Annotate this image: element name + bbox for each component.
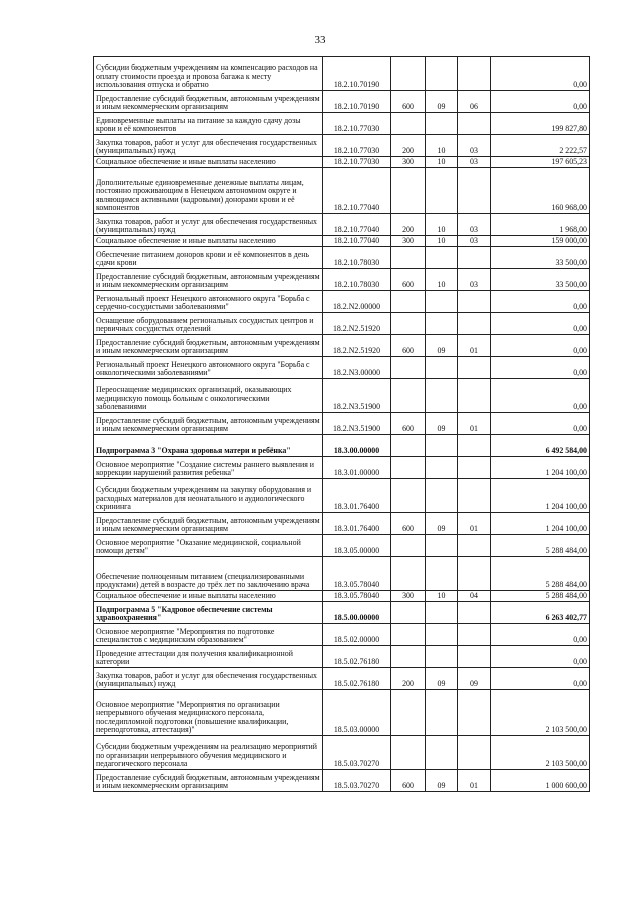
page-number: 33 [314,34,326,46]
row-amount: 159 000,00 [491,236,590,247]
table-row [94,113,590,135]
table-row [94,624,590,646]
row-expense-type [391,557,426,591]
row-expense-type: 600 [391,770,426,792]
row-section [426,690,458,736]
row-section: 10 [426,157,458,168]
row-target-article: 18.2.10.78030 [323,247,391,269]
row-subsection [458,435,491,457]
row-section [426,291,458,313]
table-row [94,591,590,602]
row-section: 10 [426,135,458,157]
row-section [426,602,458,624]
table-row [94,435,590,457]
row-target-article: 18.2.10.77040 [323,214,391,236]
row-expense-type [391,736,426,770]
row-expense-type: 300 [391,236,426,247]
row-section [426,646,458,668]
row-amount: 160 968,00 [491,168,590,214]
row-name: Предоставление субсидий бюджетным, автономным учреждениям и иным некоммерческим организациям [94,413,323,435]
row-name: Оснащение оборудованием региональных сосудистых центров и первичных сосудистых отделений [94,313,323,335]
table-row [94,557,590,591]
row-name: Региональный проект Ненецкого автономного округа "Борьба с сердечно-сосудистыми заболеваниями" [94,291,323,313]
row-subsection [458,535,491,557]
row-amount: 2 103 500,00 [491,736,590,770]
row-subsection [458,646,491,668]
budget-table [93,56,590,792]
row-name: Социальное обеспечение и иные выплаты населению [94,236,323,247]
row-name: Предоставление субсидий бюджетным, автономным учреждениям и иным некоммерческим организациям [94,269,323,291]
row-target-article: 18.5.03.00000 [323,690,391,736]
row-section [426,457,458,479]
row-expense-type [391,479,426,513]
row-amount: 197 605,23 [491,157,590,168]
row-subsection [458,57,491,91]
row-target-article: 18.2.N2.51920 [323,335,391,357]
row-section [426,168,458,214]
table-row [94,602,590,624]
row-section [426,479,458,513]
row-subsection: 03 [458,157,491,168]
row-target-article: 18.3.05.00000 [323,535,391,557]
row-name: Основное мероприятие "Оказание медицинской, социальной помощи детям" [94,535,323,557]
row-amount: 0,00 [491,413,590,435]
row-subsection [458,247,491,269]
row-expense-type: 300 [391,157,426,168]
row-target-article: 18.5.02.00000 [323,624,391,646]
row-section [426,557,458,591]
table-row [94,157,590,168]
row-amount: 0,00 [491,668,590,690]
row-target-article: 18.2.N3.51900 [323,413,391,435]
row-name: Основное мероприятие "Мероприятия по организации непрерывного обучения медицинского персонала, последипломной подготовки (повышение квалификации, переподготовка, аттестация)" [94,690,323,736]
table-row [94,135,590,157]
row-expense-type: 300 [391,591,426,602]
row-amount: 6 492 584,00 [491,435,590,457]
row-target-article: 18.5.02.76180 [323,646,391,668]
row-name: Предоставление субсидий бюджетным, автономным учреждениям и иным некоммерческим организациям [94,91,323,113]
row-section [426,624,458,646]
row-expense-type: 600 [391,91,426,113]
row-section: 09 [426,91,458,113]
row-section: 10 [426,269,458,291]
row-section: 10 [426,591,458,602]
row-subsection [458,624,491,646]
row-section [426,357,458,379]
row-amount: 1 204 100,00 [491,457,590,479]
row-section [426,57,458,91]
row-amount: 0,00 [491,313,590,335]
row-amount: 5 288 484,00 [491,535,590,557]
row-name: Субсидии бюджетным учреждениям на реализацию мероприятий по организации непрерывного обучения медицинского и педагогического персонала [94,736,323,770]
row-amount: 1 204 100,00 [491,479,590,513]
row-amount: 1 968,00 [491,214,590,236]
row-target-article: 18.2.N3.00000 [323,357,391,379]
row-subsection [458,457,491,479]
row-expense-type [391,291,426,313]
row-expense-type [391,690,426,736]
row-subsection [458,313,491,335]
row-target-article: 18.2.10.77040 [323,236,391,247]
row-expense-type [391,113,426,135]
table-row [94,379,590,413]
row-subsection: 09 [458,668,491,690]
row-name: Единовременные выплаты на питание за каждую сдачу дозы крови и её компонентов [94,113,323,135]
row-amount: 5 288 484,00 [491,591,590,602]
row-section [426,435,458,457]
table-row [94,736,590,770]
table-row [94,770,590,792]
table-row [94,313,590,335]
table-row [94,413,590,435]
row-subsection: 03 [458,135,491,157]
row-subsection: 04 [458,591,491,602]
row-expense-type [391,247,426,269]
row-target-article: 18.3.00.00000 [323,435,391,457]
row-expense-type: 200 [391,668,426,690]
row-name: Основное мероприятие "Мероприятия по подготовке специалистов с медицинским образованием" [94,624,323,646]
row-name: Основное мероприятие "Создание системы раннего выявления и коррекции нарушений развития ребенка" [94,457,323,479]
row-name: Закупка товаров, работ и услуг для обеспечения государственных (муниципальных) нужд [94,214,323,236]
row-amount: 0,00 [491,91,590,113]
row-section: 09 [426,335,458,357]
table-row [94,535,590,557]
table-row [94,236,590,247]
table-row [94,247,590,269]
budget-table-body [94,57,590,792]
row-section: 09 [426,770,458,792]
row-name: Закупка товаров, работ и услуг для обеспечения государственных (муниципальных) нужд [94,668,323,690]
row-target-article: 18.2.10.77030 [323,135,391,157]
row-target-article: 18.5.00.00000 [323,602,391,624]
row-name: Подпрограмма 5 "Кадровое обеспечение системы здравоохранения" [94,602,323,624]
row-section: 10 [426,236,458,247]
row-expense-type [391,379,426,413]
row-name: Проведение аттестации для получения квалификационной категории [94,646,323,668]
row-section: 09 [426,513,458,535]
table-row [94,457,590,479]
table-row [94,214,590,236]
row-name: Обеспечение полноценным питанием (специализированными продуктами) детей в возрасте до трёх лет по заключению врача [94,557,323,591]
row-amount: 1 000 600,00 [491,770,590,792]
row-target-article: 18.3.01.00000 [323,457,391,479]
row-amount: 0,00 [491,624,590,646]
table-row [94,479,590,513]
row-subsection: 03 [458,236,491,247]
row-name: Переоснащение медицинских организаций, оказывающих медицинскую помощь больным с онкологическими заболеваниями [94,379,323,413]
row-name: Субсидии бюджетным учреждениям на закупку оборудования и расходных материалов для неонатального и аудиологического скрининга [94,479,323,513]
table-row [94,91,590,113]
row-section: 10 [426,214,458,236]
row-section [426,313,458,335]
table-row [94,269,590,291]
row-target-article: 18.2.10.70190 [323,57,391,91]
row-expense-type [391,435,426,457]
table-row [94,357,590,379]
table-row [94,57,590,91]
row-amount: 0,00 [491,379,590,413]
row-expense-type [391,624,426,646]
row-amount: 0,00 [491,646,590,668]
row-amount: 0,00 [491,291,590,313]
row-expense-type: 600 [391,269,426,291]
row-amount: 1 204 100,00 [491,513,590,535]
row-expense-type [391,357,426,379]
row-amount: 0,00 [491,357,590,379]
row-subsection: 03 [458,214,491,236]
row-subsection: 01 [458,335,491,357]
row-section [426,379,458,413]
row-subsection: 01 [458,413,491,435]
row-subsection [458,291,491,313]
row-name: Региональный проект Ненецкого автономного округа "Борьба с онкологическими заболеваниями" [94,357,323,379]
row-section [426,247,458,269]
row-expense-type [391,168,426,214]
row-name: Дополнительные единовременные денежные выплаты лицам, постоянно проживающим в Ненецком автономном округе и являющимся активными (кадровыми) донорами крови и её компонентов [94,168,323,214]
row-name: Предоставление субсидий бюджетным, автономным учреждениям и иным некоммерческим организациям [94,770,323,792]
row-subsection [458,379,491,413]
row-expense-type: 200 [391,214,426,236]
row-subsection [458,168,491,214]
row-subsection: 03 [458,269,491,291]
row-amount: 0,00 [491,335,590,357]
row-amount: 33 500,00 [491,247,590,269]
row-target-article: 18.3.05.78040 [323,591,391,602]
row-target-article: 18.5.03.70270 [323,770,391,792]
row-target-article: 18.2.10.77030 [323,113,391,135]
row-target-article: 18.5.03.70270 [323,736,391,770]
row-name: Предоставление субсидий бюджетным, автономным учреждениям и иным некоммерческим организациям [94,513,323,535]
row-amount: 6 263 402,77 [491,602,590,624]
row-target-article: 18.2.N2.00000 [323,291,391,313]
row-name: Обеспечение питанием доноров крови и её компонентов в день сдачи крови [94,247,323,269]
row-subsection [458,602,491,624]
row-target-article: 18.2.N3.51900 [323,379,391,413]
row-subsection [458,557,491,591]
row-name: Субсидии бюджетным учреждениям на компенсацию расходов на оплату стоимости проезда и провоза багажа к месту использования отпуска и обратно [94,57,323,91]
row-target-article: 18.2.10.78030 [323,269,391,291]
row-expense-type [391,457,426,479]
table-row [94,668,590,690]
row-amount: 0,00 [491,57,590,91]
row-amount: 33 500,00 [491,269,590,291]
row-expense-type: 200 [391,135,426,157]
row-amount: 199 827,80 [491,113,590,135]
row-target-article: 18.2.10.77030 [323,157,391,168]
row-subsection: 06 [458,91,491,113]
table-row [94,646,590,668]
table-row [94,291,590,313]
row-name: Подпрограмма 3 "Охрана здоровья матери и ребёнка" [94,435,323,457]
row-amount: 2 103 500,00 [491,690,590,736]
row-expense-type [391,535,426,557]
row-name: Закупка товаров, работ и услуг для обеспечения государственных (муниципальных) нужд [94,135,323,157]
table-row [94,335,590,357]
row-section [426,535,458,557]
row-target-article: 18.5.02.76180 [323,668,391,690]
row-subsection [458,113,491,135]
row-amount: 5 288 484,00 [491,557,590,591]
row-target-article: 18.3.01.76400 [323,513,391,535]
row-subsection [458,479,491,513]
row-expense-type: 600 [391,513,426,535]
row-expense-type: 600 [391,335,426,357]
row-expense-type [391,646,426,668]
row-expense-type: 600 [391,413,426,435]
row-target-article: 18.2.N2.51920 [323,313,391,335]
row-section: 09 [426,413,458,435]
table-row [94,513,590,535]
row-target-article: 18.2.10.70190 [323,91,391,113]
row-section [426,736,458,770]
row-name: Предоставление субсидий бюджетным, автономным учреждениям и иным некоммерческим организациям [94,335,323,357]
table-row [94,168,590,214]
row-section [426,113,458,135]
row-subsection [458,690,491,736]
row-expense-type [391,602,426,624]
row-expense-type [391,57,426,91]
row-subsection [458,357,491,379]
row-target-article: 18.3.05.78040 [323,557,391,591]
row-target-article: 18.2.10.77040 [323,168,391,214]
row-target-article: 18.3.01.76400 [323,479,391,513]
row-subsection: 01 [458,513,491,535]
table-row [94,690,590,736]
row-name: Социальное обеспечение и иные выплаты населению [94,591,323,602]
row-expense-type [391,313,426,335]
row-subsection: 01 [458,770,491,792]
row-section: 09 [426,668,458,690]
row-name: Социальное обеспечение и иные выплаты населению [94,157,323,168]
row-amount: 2 222,57 [491,135,590,157]
row-subsection [458,736,491,770]
